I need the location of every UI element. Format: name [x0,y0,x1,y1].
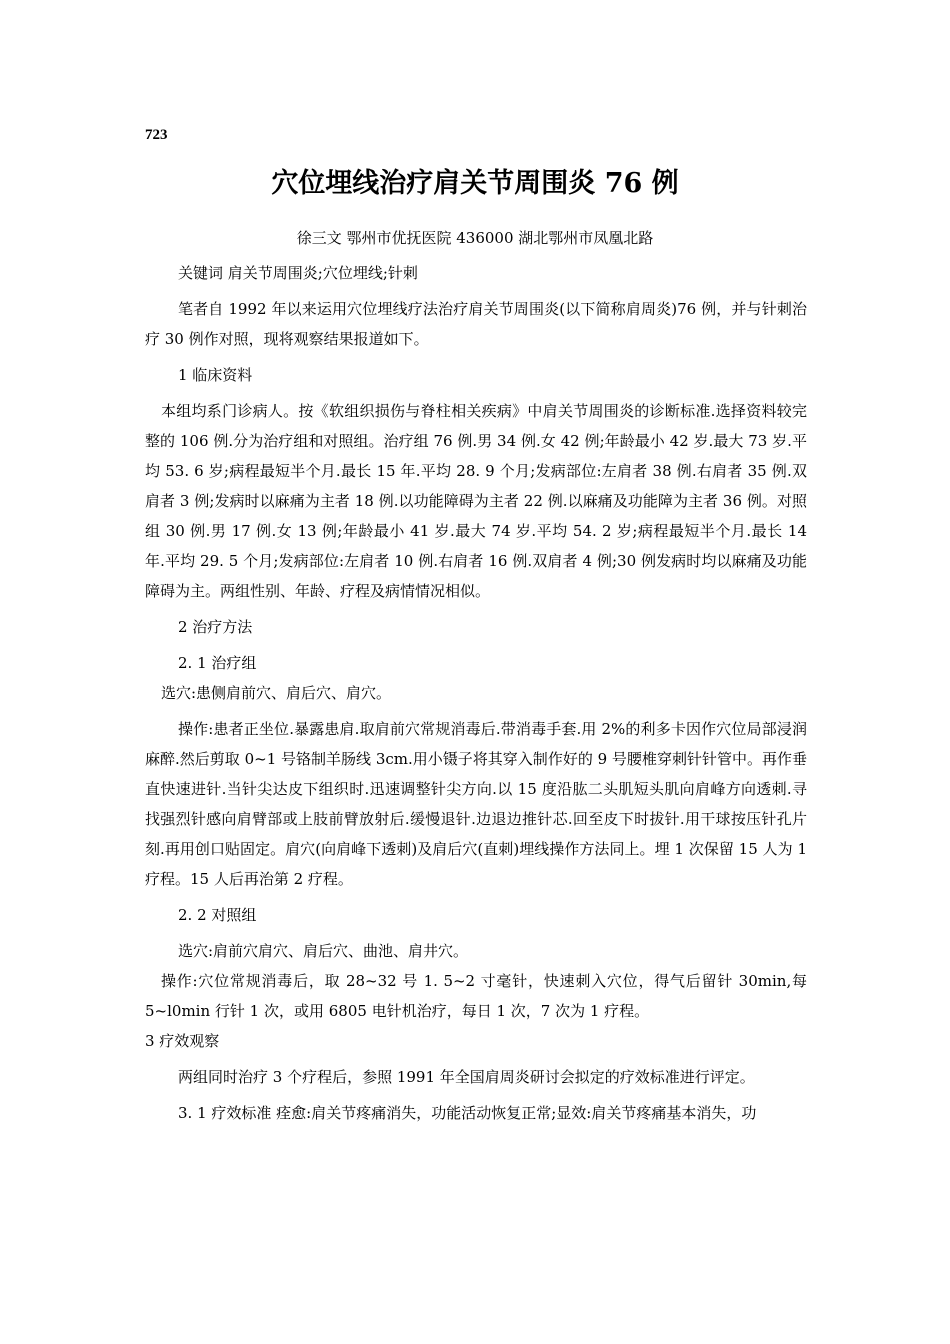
efficacy-criteria: 3. 1 疗效标准 痊愈:肩关节疼痛消失，功能活动恢复正常;显效:肩关节疼痛基本消失，功 [178,1104,757,1122]
procedure-treatment: 操作:患者正坐位.暴露患肩.取肩前穴常规消毒后.带消毒手套.用 2%的利多卡因作穴位局部浸润麻醉.然后剪取 0~1 号铬制羊肠线 3cm.用小镊子将其穿入制作好的 9 号腰椎穿刺针针管中。再作垂直快速进针.当针尖达皮下组织时.迅速调整针尖方向.以 15 度沿肱二头肌短头肌向肩峰方向透刺.寻找强烈针感向肩臂部或上肢前臂放射后.缓慢退针.边退边推针芯.回至皮下时拔针.用干球按压针孔片刻.再用创口贴固定。肩穴(向肩峰下透刺)及肩后穴(直刺)埋线操作方法同上。埋 1 次保留 15 人为 1 疗程。15 人后再治第 2 疗程。 [145,720,807,888]
article-body [145,258,807,1128]
page-number: 723 [145,127,168,143]
acupoint-selection-control: 选穴:肩前穴肩穴、肩后穴、曲池、肩井穴。 [178,942,469,960]
section-heading-treatment: 2 治疗方法 [178,618,253,636]
section-heading-clinical-data: 1 临床资料 [178,366,253,384]
article-title: 穴位埋线治疗肩关节周围炎 76 例 [271,168,679,199]
subsection-heading-treatment-group: 2. 1 治疗组 [178,654,257,672]
keywords: 关键词 肩关节周围炎;穴位埋线;针刺 [178,264,418,282]
efficacy-paragraph: 两组同时治疗 3 个疗程后，参照 1991 年全国肩周炎研讨会拟定的疗效标准进行评定。 [178,1068,755,1086]
subsection-heading-control-group: 2. 2 对照组 [178,906,257,924]
clinical-data-paragraph: 本组均系门诊病人。按《软组织损伤与脊柱相关疾病》中肩关节周围炎的诊断标准.选择资料较完整的 106 例.分为治疗组和对照组。治疗组 76 例.男 34 例.女 42 例;年龄最小 42 岁.最大 73 岁.平均 53. 6 岁;病程最短半个月.最长 15 年.平均 28. 9 个月;发病部位:左肩者 38 例.右肩者 35 例.双肩者 3 例;发病时以麻痛为主者 18 例.以功能障碍为主者 22 例.以麻痛及功能障为主者 36 例。对照组 30 例.男 17 例.女 13 例;年龄最小 41 岁.最大 74 岁.平均 54. 2 岁;病程最短半个月.最长 14 年.平均 29. 5 个月;发病部位:左肩者 10 例.右肩者 16 例.双肩者 4 例;30 例发病时均以麻痛及功能障碍为主。两组性别、年龄、疗程及病情情况相似。 [145,402,807,600]
acupoint-selection-treatment: 选穴:患侧肩前穴、肩后穴、肩穴。 [161,684,392,702]
section-heading-efficacy: 3 疗效观察 [145,1032,220,1050]
intro-paragraph: 笔者自 1992 年以来运用穴位埋线疗法治疗肩关节周围炎(以下简称肩周炎)76 例，并与针刺治疗 30 例作对照，现将观察结果报道如下。 [145,300,807,348]
author-affiliation: 徐三文 鄂州市优抚医院 436000 湖北鄂州市凤凰北路 [296,229,654,247]
procedure-control: 操作:穴位常规消毒后，取 28~32 号 1. 5~2 寸毫针，快速刺入穴位，得气后留针 30min,每 5~l0min 行针 1 次，或用 6805 电针机治疗，每日 1 次，7 次为 1 疗程。 [145,972,807,1020]
